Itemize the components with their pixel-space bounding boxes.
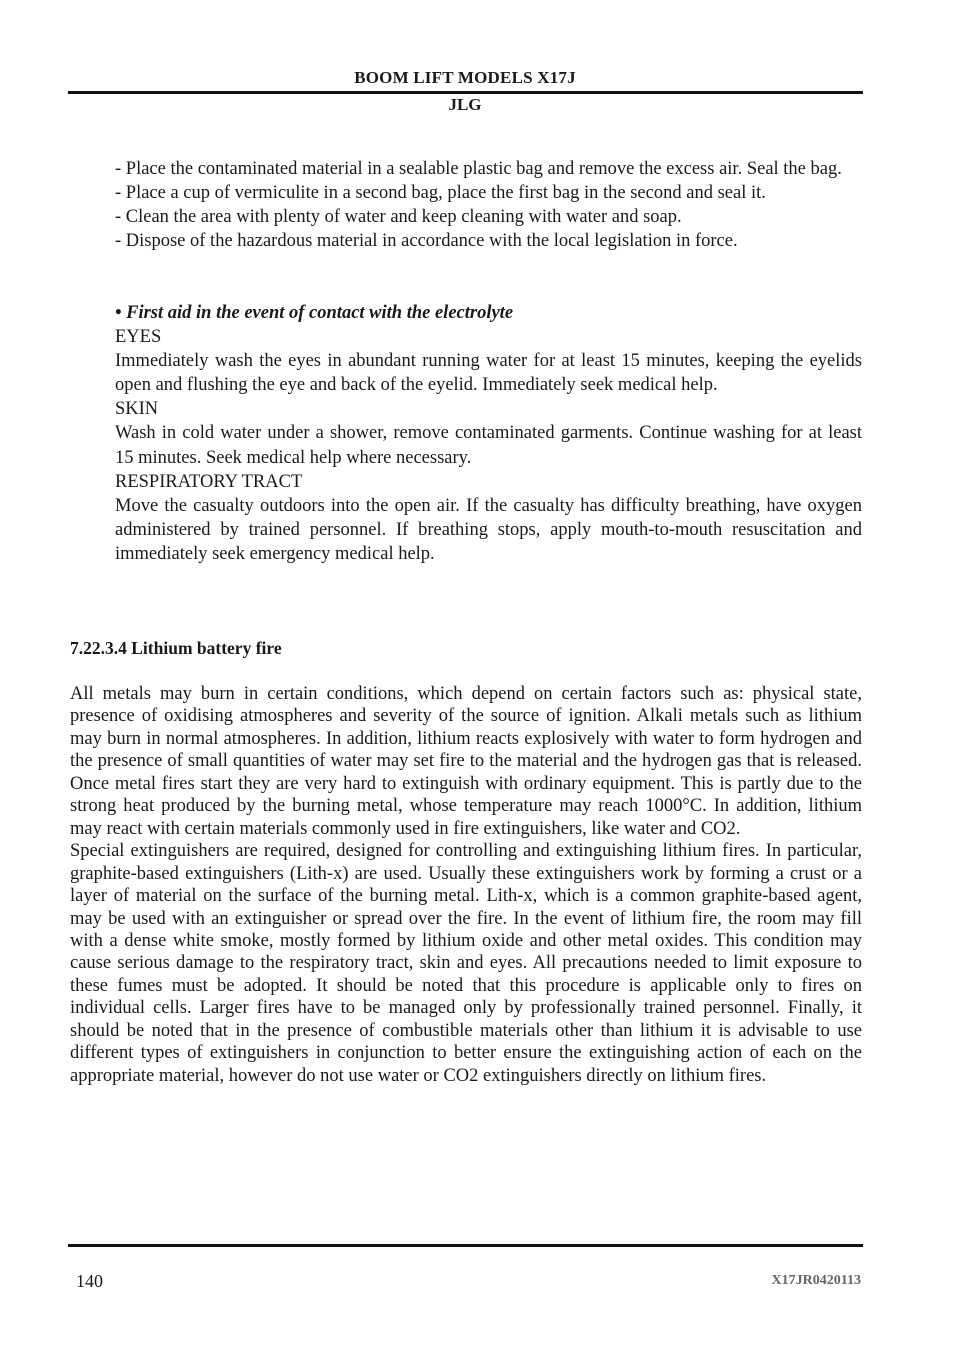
skin-label: SKIN xyxy=(115,399,159,420)
document-code: X17JR0420113 xyxy=(771,1273,861,1288)
respiratory-text: Move the casualty outdoors into the open air. If the casualty has difficulty breathing, have oxygen administered by trained personnel. If breathing stops, apply mouth-to-mouth resuscitation and immediately seek emergency medical help. xyxy=(115,495,862,564)
section-heading: 7.22.3.4 Lithium battery fire xyxy=(70,638,282,658)
section-body xyxy=(70,683,862,1087)
header-title: BOOM LIFT MODELS X17J xyxy=(354,68,576,87)
body-paragraph: All metals may burn in certain conditions, which depend on certain factors such as: physical state, presence of oxidising atmospheres and severity of the source of ignition. Alkali metals such as lithium may burn in normal atmospheres. In addition, lithium reacts explosively with water to form hydrogen and the presence of small quantities of water may set fire to the material and the hydrogen gas that is released. Once metal fires start they are very hard to extinguish with ordinary equipment. This is partly due to the strong heat produced by the burning metal, whose temperature may reach 1000°C. In addition, lithium may react with certain materials commonly used in fire extinguishers, like water and CO2. xyxy=(70,684,862,839)
disposal-steps-list xyxy=(115,157,862,253)
first-aid-heading: • First aid in the event of contact with the electrolyte xyxy=(115,303,514,323)
body-paragraph: Special extinguishers are required, designed for controlling and extinguishing lithium fires. In particular, graphite-based extinguishers (Lith-x) are used. Usually these extinguishers work by forming a crust or a layer of material on the surface of the burning metal. Lith-x, which is a common graphite-based agent, may be used with an extinguisher or spread over the fire. In the event of lithium fire, the room may fill with a dense white smoke, mostly formed by lithium oxide and other metal oxides. This condition may cause serious damage to the respiratory tract, skin and eyes. All precautions needed to limit exposure to these fumes must be adopted. It should be noted that this procedure is applicable only to fires on individual cells. Larger fires have to be managed only by professionally trained personnel. Finally, it should be noted that in the presence of combustible materials other than lithium it is advisable to use different types of extinguishers in conjunction to better ensure the extinguishing action of each on the appropriate material, however do not use water or CO2 extinguishers directly on lithium fires. xyxy=(70,841,862,1086)
skin-text: Wash in cold water under a shower, remove contaminated garments. Continue washing for at least 15 minutes. Seek medical help where necessary. xyxy=(115,423,862,468)
eyes-label: EYES xyxy=(115,327,162,348)
disposal-step: - Place a cup of vermiculite in a second bag, place the first bag in the second and seal it. xyxy=(115,183,766,204)
disposal-step: - Clean the area with plenty of water and keep cleaning with water and soap. xyxy=(115,207,682,228)
eyes-text: Immediately wash the eyes in abundant running water for at least 15 minutes, keeping the eyelids open and flushing the eye and back of the eyelid. Immediately seek medical help. xyxy=(115,351,862,396)
page-number: 140 xyxy=(76,1271,103,1291)
respiratory-label: RESPIRATORY TRACT xyxy=(115,471,303,492)
header-rule xyxy=(68,91,863,94)
first-aid-section xyxy=(115,301,862,566)
disposal-step: - Place the contaminated material in a sealable plastic bag and remove the excess air. Seal the bag. xyxy=(115,159,842,179)
footer-rule xyxy=(68,1244,863,1247)
disposal-step: - Dispose of the hazardous material in accordance with the local legislation in force. xyxy=(115,231,738,252)
header-brand: JLG xyxy=(448,95,482,114)
